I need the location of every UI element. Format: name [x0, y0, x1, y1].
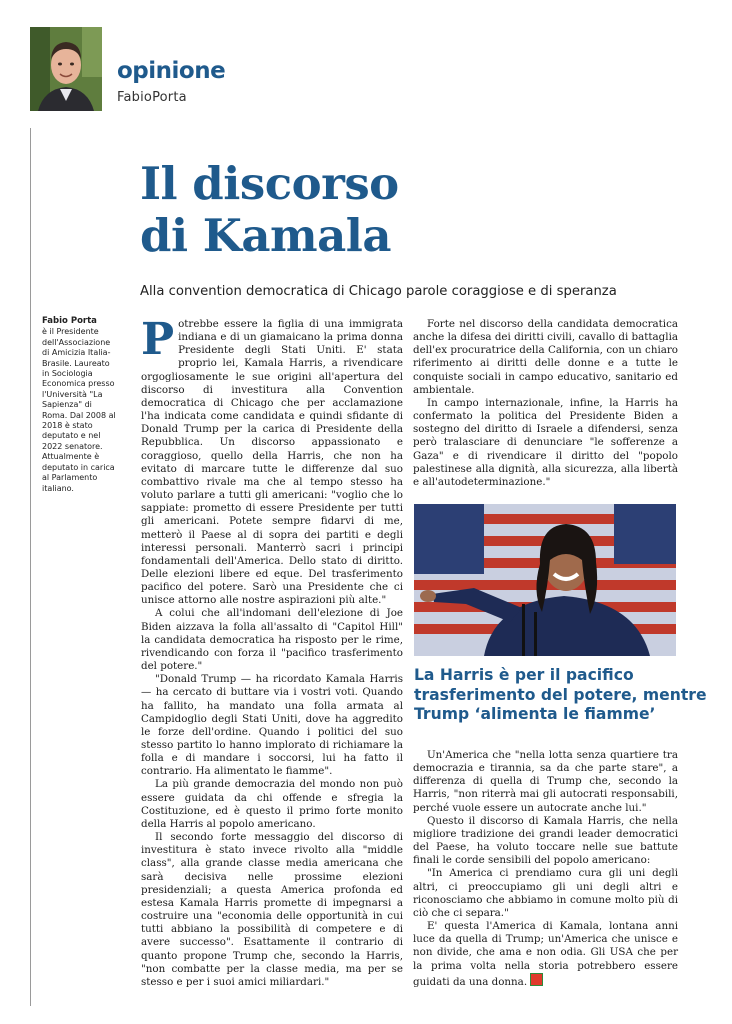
- bio-text: è il Presidente dell'Associazione di Amicizia Italia-Brasile. Laureato in Sociologia Economica presso l'Università "La Sapienza" di Roma. Dal 2008 al 2018 è stato deputato e nel 2022 senatore. Attualmente è deputato in carica al Parlamento italiano.: [42, 327, 116, 493]
- paragraph: Questo il discorso di Kamala Harris, che nella migliore tradizione dei grandi leader democratici del Paese, ha voluto toccare nelle sue battute finali le corde sensibili del popolo americano:: [413, 814, 678, 867]
- paragraph: "In America ci prendiamo cura gli uni degli altri, ci preoccupiamo gli uni degli altri e riconosciamo che abbiamo in comune molto più di ciò che ci separa.": [413, 867, 678, 919]
- paragraph: A colui che all'indomani dell'elezione di Joe Biden aizzava la folla all'assalto di "Capitol Hill" la candidata democratica ha risposto per le rime, rivendicando con forza il "pacifico trasferimento del potere.": [141, 607, 403, 673]
- paragraph: "Donald Trump — ha ricordato Kamala Harris — ha cercato di buttare via i vostri voti. Quando ha fallito, ha mandato una folla armata al Campidoglio degli Stati Uniti, dove ha aggredito le forze dell'ordine. Quando i politici del suo stesso partito lo hanno implorato di richiamare la folla e di mandare i soccorsi, lui ha fatto il contrario. Ha alimentato le fiamme".: [141, 673, 403, 778]
- rubric-author: FabioPorta: [117, 90, 187, 105]
- article-column-1: [141, 314, 403, 989]
- headline-line-1: Il discorso: [140, 157, 399, 210]
- paragraph: Il secondo forte messaggio del discorso di investitura è stato invece rivolto alla "middle class", alla grande classe media americana che sarà decisiva nelle prossime elezioni presidenziali; a questa America profonda ed estesa Kamala Harris promette di impegnarsi a costruire una "economia delle opportunità in cui tutti abbiano la possibilità di competere e di avere successo". Esattamente il contrario di quanto propone Trump che, secondo la Harris, "non combatte per la classe media, ma per se stesso e per i suoi amici miliardari.": [141, 831, 403, 988]
- flag-end-icon: [530, 973, 543, 986]
- paragraph: [141, 314, 403, 607]
- paragraph: La più grande democrazia del mondo non può essere guidata da chi offende e sfregia la Costituzione, ed è questo il primo forte monito della Harris al popolo americano.: [141, 778, 403, 830]
- dropcap: P: [141, 314, 175, 365]
- headline-line-2: di Kamala: [140, 209, 392, 262]
- paragraph: Forte nel discorso della candidata democratica anche la difesa dei diritti civili, cavallo di battaglia dell'ex procuratrice della California, con un chiaro riferimento ai diritti delle donne e a tutte le conquiste sociali in campo educativo, sanitario ed ambientale.: [413, 318, 678, 396]
- article-column-3: [413, 749, 678, 989]
- pull-quote-line-1: La Harris è per il pacifico: [414, 666, 634, 684]
- paragraph: [413, 920, 678, 989]
- paragraph: In campo internazionale, infine, la Harris ha confermato la politica del Presidente Biden a sostegno del diritto di Israele a difendersi, senza però tralasciare di denunciare "le sofferenze a Gaza" e di rivendicare il diritto del "popolo palestinese alla dignità, alla sicurezza, alla libertà e all'autodeterminazione.": [413, 396, 678, 488]
- subheadline: Alla convention democratica di Chicago parole coraggiose e di speranza: [140, 284, 617, 299]
- pull-quote-line-3: Trump ‘alimenta le fiamme’: [414, 705, 656, 723]
- article-photo: [414, 504, 676, 656]
- pull-quote-line-2: trasferimento del potere, mentre: [414, 685, 707, 704]
- vertical-rule: [30, 128, 31, 1006]
- section-rubric: opinione: [117, 58, 226, 84]
- article-column-2: [413, 318, 678, 489]
- paragraph-text: E' questa l'America di Kamala, lontana anni luce da quella di Trump; un'America che unisce e non divide, che ama e non odia. Gli USA che per la prima volta nella storia potrebbero essere guidati da una donna.: [413, 920, 678, 988]
- author-photo: [30, 27, 102, 111]
- paragraph: Un'America che "nella lotta senza quartiere tra democrazia e tirannia, sa da che parte stare", a differenza di quella di Trump che, secondo la Harris, "non riterrà mai gli autocrati responsabili, perché vuole essere un autocrate anche lui.": [413, 749, 678, 814]
- pull-quote: [414, 666, 707, 725]
- page-title: [140, 158, 680, 262]
- bio-name: Fabio Porta: [42, 316, 97, 326]
- author-bio: [42, 316, 118, 494]
- paragraph-text: otrebbe essere la figlia di una immigrata indiana e di un giamaicano la prima donna Presidente degli Stati Uniti. E' stata proprio lei, Kamala Harris, a rivendicare orgogliosamente le sue origini all'apertura del discorso di investitura alla Convention democratica di Chicago che per acclamazione l'ha indicata come candidata e quindi sfidante di Donald Trump per la carica di Presidente della Repubblica. Un discorso appassionato e coraggioso, quello della Harris, che non ha evitato di marcare tutte le differenze dal suo combattivo rivale ma che al tempo stesso ha voluto parlare a tutti gli americani: "voglio che lo sappiate: prometto di essere Presidente per tutti gli americani. Potete sempre fidarvi di me, metterò il Paese al di sopra dei partiti e degli interessi personali. Manterrò sacri i principi fondamentali dell'America. Dello stato di diritto. Delle elezioni libere ed eque. Del trasferimento pacifico del potere. Sarò una Presidente che ci unisce attorno alle nostre aspirazioni più alte.": [141, 318, 403, 607]
